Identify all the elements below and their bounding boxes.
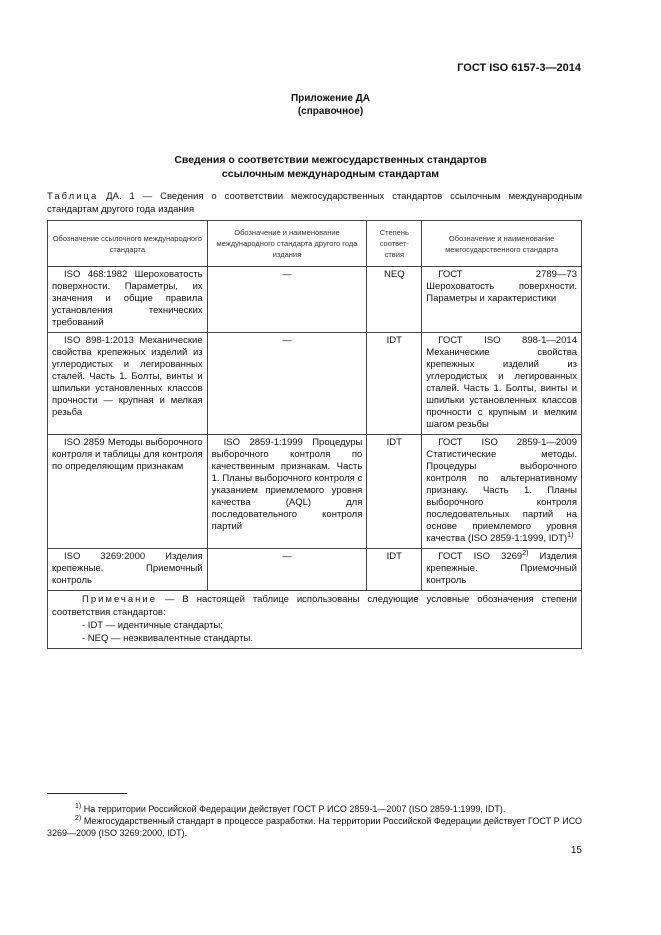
- annex-subtitle: (справочное): [297, 106, 364, 117]
- table-caption-label: Таблица: [47, 191, 99, 202]
- cell-gost-tail: Изделия крепежные. Приемочный контроль: [426, 551, 577, 586]
- table-note-row: [48, 591, 582, 649]
- footnote-2-text: Межгосударственный стандарт в процессе разработки. На территории Российской Федерации действует ГОСТ Р ИСО 3269—2009 (ISO 3269:2000, IDT).: [47, 816, 582, 838]
- cell-gost: ГОСТ ISO 898-1—2014 Механические свойства крепежных изделий из углеродистых и легированных сталей. Часть 1. Болты, винты и шпильки установленных классов прочности с крупным и мелким шагом резьбы: [422, 333, 582, 435]
- cell-gost: [422, 549, 582, 591]
- table-row: [48, 333, 582, 435]
- header-interstate-standard: Обозначение и наименование межгосударственного стандарта: [422, 221, 582, 267]
- footnote-ref-2: 2): [522, 549, 529, 557]
- table-row: [48, 435, 582, 549]
- note-paragraph: [52, 593, 577, 619]
- table-row: [48, 267, 582, 333]
- cell-ref: ISO 468:1982 Шероховатость поверхности. Параметры, их значения и общие правила установления технических требований: [48, 267, 208, 333]
- header-other-edition: Обозначение и наименование международного стандарта другого года издания: [207, 221, 367, 267]
- table-caption: [47, 190, 582, 216]
- cell-degree: NEQ: [367, 267, 422, 333]
- header-ref-standard: Обозначение ссылочного международного стандарта: [48, 221, 208, 267]
- cell-other: —: [207, 549, 367, 591]
- table-row: [48, 549, 582, 591]
- footnote-separator: [47, 793, 127, 794]
- annex-title: Приложение ДА: [290, 93, 371, 104]
- note-label: Примечание: [82, 594, 157, 605]
- note-text: — В настоящей таблице использованы следующие условные обозначения степени соответствия стандартов:: [52, 594, 577, 618]
- cell-gost-text: ГОСТ ISO 2859-1—2009 Статистические методы. Процедуры выборочного контроля по альтернативному признаку. Часть 1. Планы выборочного контроля последовательных партий на основе приемлемого уровня качества (ISO 2859-1:1999, IDT): [426, 437, 577, 544]
- footnote-2-mark: 2): [75, 815, 82, 822]
- page-number: 15: [570, 845, 582, 856]
- cell-gost-text: ГОСТ ISO 3269: [438, 551, 523, 562]
- footnote-ref-1: 1): [567, 531, 574, 539]
- footnote-2: [47, 815, 582, 839]
- cell-degree: IDT: [367, 333, 422, 435]
- section-title-line2: ссылочным международным стандартам: [221, 168, 440, 180]
- header-degree: Степень соответ-ствия: [367, 221, 422, 267]
- section-title: [0, 153, 661, 181]
- cell-ref: ISO 2859 Методы выборочного контроля и таблицы для контроля по определяющим признакам: [48, 435, 208, 549]
- cell-ref: ISO 898-1:2013 Механические свойства крепежных изделий из углеродистых и легированных сталей. Часть 1. Болты, винты и шпильки установленных классов прочности — крупная и мелкая резьба: [48, 333, 208, 435]
- cell-other: ISO 2859-1:1999 Процедуры выборочного контроля по качественным признакам. Часть 1. Планы выборочного контроля с указанием приемлемого уровня качества (AQL) для последовательного контроля партий: [207, 435, 367, 549]
- document-code: ГОСТ ISO 6157-3—2014: [457, 62, 581, 74]
- annex-heading: [0, 92, 661, 118]
- correspondence-table: [47, 220, 582, 649]
- cell-ref: ISO 3269:2000 Изделия крепежные. Приемочный контроль: [48, 549, 208, 591]
- section-title-line1: Сведения о соответствии межгосударственных стандартов: [174, 154, 487, 166]
- cell-gost: ГОСТ 2789—73 Шероховатость поверхности. Параметры и характеристики: [422, 267, 582, 333]
- note-item-neq: - NEQ — неэквивалентные стандарты.: [82, 633, 253, 644]
- footnote-1-text: На территории Российской Федерации действует ГОСТ Р ИСО 2859-1—2007 (ISO 2859-1:1999, IDT).: [81, 804, 506, 814]
- footnote-1-mark: 1): [75, 803, 82, 810]
- table-note: [48, 591, 582, 649]
- cell-other: —: [207, 333, 367, 435]
- note-item-idt: - IDT — идентичные стандарты;: [82, 620, 223, 631]
- cell-degree: IDT: [367, 549, 422, 591]
- table-header-row: [48, 221, 582, 267]
- table-caption-text: ДА. 1 — Сведения о соответствии межгосударственных стандартов ссылочным международным стандартам другого года издания: [47, 191, 583, 215]
- cell-degree: IDT: [367, 435, 422, 549]
- cell-gost: [422, 435, 582, 549]
- cell-other: —: [207, 267, 367, 333]
- footnote-1: [47, 803, 582, 815]
